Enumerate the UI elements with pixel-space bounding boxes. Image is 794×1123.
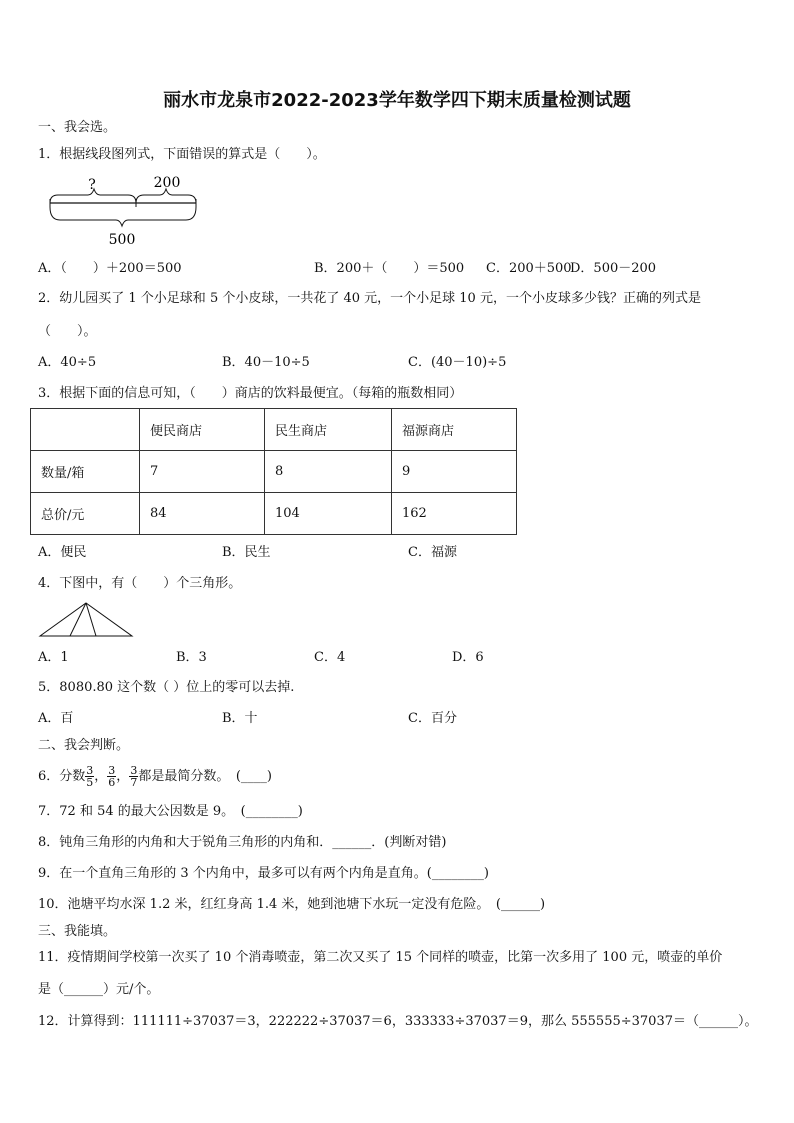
fraction: $\frac{3}{6}$	[108, 764, 116, 789]
q3-option-b: B．民生	[222, 545, 271, 560]
table-cell: 84	[140, 493, 265, 535]
table-header-cell: 民生商店	[265, 409, 392, 451]
table-cell: 9	[392, 451, 517, 493]
section-heading-judge: 二、我会判断。	[38, 738, 130, 753]
fraction: $\frac{3}{5}$	[86, 764, 94, 789]
q6-prefix: 6．分数	[38, 769, 86, 784]
q3-option-a: A．便民	[38, 545, 87, 560]
table-header-cell: 福源商店	[392, 409, 517, 451]
q5-option-b: B．十	[222, 711, 258, 726]
question-8-text: 8．钝角三角形的内角和大于锐角三角形的内角和．______．(判断对错)	[38, 835, 447, 850]
table-cell: 7	[140, 451, 265, 493]
section-heading-fill: 三、我能填。	[38, 924, 117, 939]
q4-option-d: D．6	[452, 650, 484, 665]
q4-option-a: A．1	[38, 650, 69, 665]
question-7-text: 7．72 和 54 的最大公因数是 9。 (________)	[38, 804, 303, 819]
q4-option-b: B．3	[176, 650, 207, 665]
question-2-text-cont: （ ）。	[38, 324, 97, 339]
question-9-text: 9．在一个直角三角形的 3 个内角中，最多可以有两个内角是直角。(________)	[38, 866, 489, 881]
question-11-text: 11．疫情期间学校第一次买了 10 个消毒喷壶，第二次又买了 15 个同样的喷壶，比第一次多用了 100 元，喷壶的单价	[38, 950, 723, 965]
q3-option-c: C．福源	[408, 545, 457, 560]
q5-option-a: A．百	[38, 711, 74, 726]
question-3-text: 3．根据下面的信息可知，（ ）商店的饮料最便宜。（每箱的瓶数相同）	[38, 386, 463, 401]
q1-option-b: B．200＋（ ）＝500	[314, 261, 465, 276]
table-cell: 162	[392, 493, 517, 535]
price-table	[30, 408, 517, 535]
table-header-cell	[31, 409, 140, 451]
q2-option-a: A．40÷5	[38, 355, 97, 370]
table-row	[31, 493, 517, 535]
q2-option-b: B．40－10÷5	[222, 355, 310, 370]
q5-option-c: C．百分	[408, 711, 457, 726]
question-4-text: 4．下图中，有（ ）个三角形。	[38, 576, 242, 591]
segment-unknown-label: ?	[88, 177, 96, 193]
q2-option-c: C．(40－10)÷5	[408, 355, 507, 370]
segment-diagram	[40, 170, 210, 250]
question-11-text-cont: 是（______）元/个。	[38, 982, 160, 997]
question-2-text: 2．幼儿园买了 1 个小足球和 5 个小皮球，一共花了 40 元，一个小足球 10 元，一个小皮球多少钱？正确的列式是	[38, 291, 701, 306]
triangle-figure	[38, 600, 134, 640]
table-row	[31, 451, 517, 493]
q6-suffix: 都是最简分数。 (____)	[138, 769, 272, 784]
brace-total	[50, 207, 196, 226]
table-cell: 总价/元	[31, 493, 140, 535]
q1-option-a: A．（ ）＋200＝500	[38, 261, 182, 276]
q4-option-c: C．4	[314, 650, 346, 665]
table-cell: 104	[265, 493, 392, 535]
question-6-text: 6．分数 $\frac{3}{5}$ ， $\frac{3}{6}$ ， $\frac{3}{7}$ 都是最简分数。 (____)	[38, 764, 272, 789]
table-header-cell: 便民商店	[140, 409, 265, 451]
question-1-text: 1．根据线段图列式，下面错误的算式是（ ）。	[38, 147, 326, 162]
section-heading-choice: 一、我会选。	[38, 120, 117, 135]
question-5-text: 5．8080.80 这个数（ ）位上的零可以去掉.	[38, 680, 295, 695]
q1-option-c: C．200＋500	[486, 261, 572, 276]
q1-option-d: D．500－200	[570, 261, 657, 276]
page-title: 丽水市龙泉市2022-2023学年数学四下期末质量检测试题	[163, 90, 631, 111]
segment-total-label: 500	[108, 232, 136, 248]
question-10-text: 10．池塘平均水深 1.2 米，红红身高 1.4 米，她到池塘下水玩一定没有危险。 (______)	[38, 897, 546, 912]
table-header-row	[31, 409, 517, 451]
segment-part-label: 200	[153, 175, 181, 191]
question-12-text: 12．计算得到：111111÷37037＝3，222222÷37037＝6，333333÷37037＝9，那么 555555÷37037＝（______）。	[38, 1014, 758, 1029]
fraction: $\frac{3}{7}$	[130, 764, 138, 789]
brace-unknown	[50, 189, 136, 203]
table-cell: 8	[265, 451, 392, 493]
table-cell: 数量/箱	[31, 451, 140, 493]
brace-part	[136, 189, 196, 203]
